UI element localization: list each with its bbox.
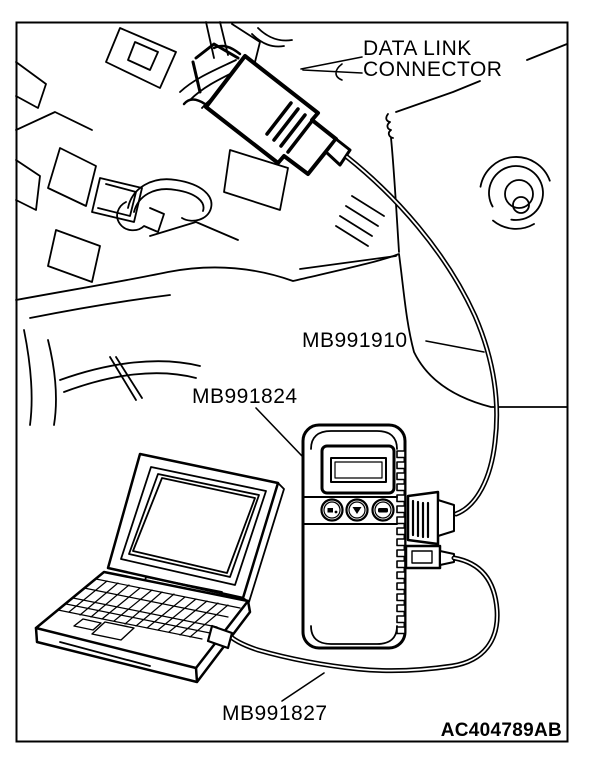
usb-cable-part-label: MB991827	[222, 702, 328, 725]
dlc-cable-part-label: MB991910	[302, 329, 408, 352]
vci-display-bezel	[322, 446, 394, 493]
vci-enter-button	[373, 500, 394, 521]
vci-scan-tool	[303, 425, 405, 648]
enter-key-icon	[378, 508, 388, 513]
vci-part-label: MB991824	[192, 385, 298, 408]
dlc-label-line2: CONNECTOR	[363, 58, 503, 81]
figure-code: AC404789AB	[440, 720, 562, 741]
vci-down-arrow-button	[347, 500, 368, 521]
vci-escape-button	[322, 500, 343, 521]
dlc-label-line1: DATA LINK	[363, 37, 472, 60]
vci-side-ribs	[397, 451, 405, 634]
